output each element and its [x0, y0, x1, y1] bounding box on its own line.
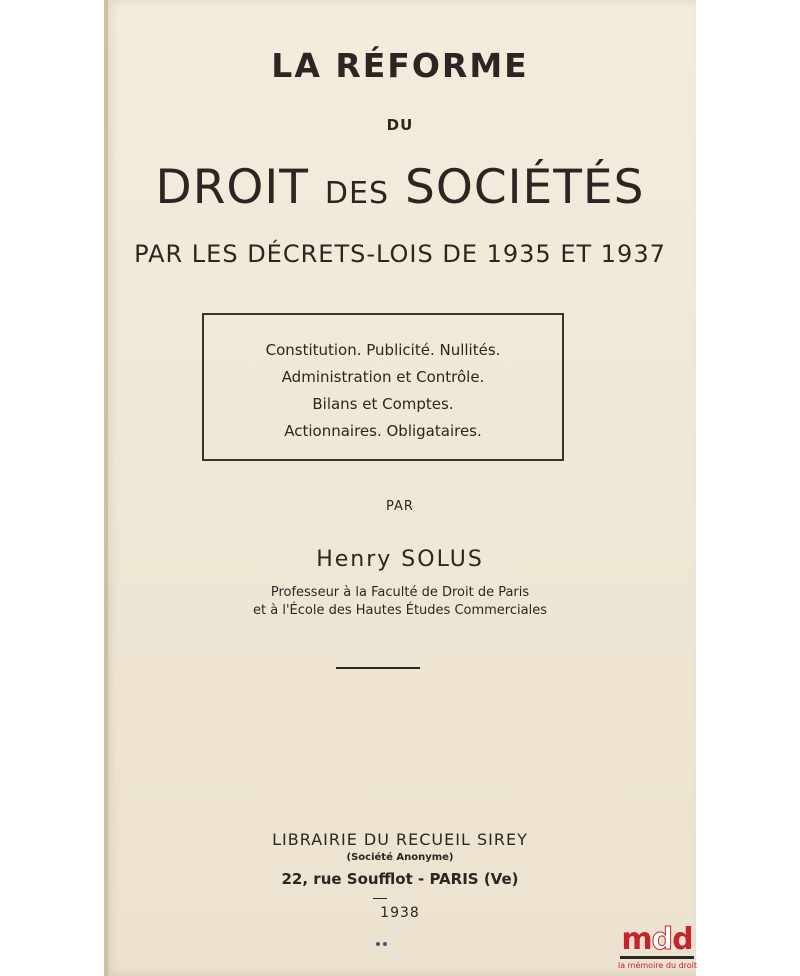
topic-line: Constitution. Publicité. Nullités.: [265, 341, 501, 359]
subtitle: PAR LES DÉCRETS-LOIS DE 1935 ET 1937: [134, 240, 666, 268]
author-affiliation-2: et à l'École des Hautes Études Commerciales: [253, 603, 547, 618]
publisher-address: 22, rue Soufflot - PARIS (Ve): [281, 870, 519, 888]
divider-rule: [336, 667, 420, 669]
mdd-logo[interactable]: [618, 924, 696, 974]
publication-year: 1938: [380, 905, 420, 921]
logo-mark: mdd: [621, 922, 693, 957]
publisher-type: (Société Anonyme): [346, 852, 454, 863]
author-affiliation-1: Professeur à la Faculté de Droit de Paris: [270, 585, 530, 600]
title-word-des: DES: [324, 176, 390, 211]
topic-line: Bilans et Comptes.: [312, 395, 454, 413]
topic-line: Administration et Contrôle.: [281, 368, 485, 386]
publisher-name: LIBRAIRIE DU RECUEIL SIREY: [272, 830, 528, 849]
by-label: PAR: [386, 499, 414, 514]
topic-line: Actionnaires. Obligataires.: [284, 422, 482, 440]
title-word-droit: DROIT: [155, 160, 309, 215]
short-divider: [373, 898, 387, 899]
title-line-1: LA RÉFORME: [271, 46, 529, 85]
topics-box: [202, 313, 564, 461]
title-line-3: [104, 160, 696, 215]
author-name: Henry SOLUS: [316, 547, 484, 572]
ink-stamp-marks: [376, 931, 390, 935]
logo-tagline: la mémoire du droit: [618, 961, 698, 970]
title-line-2: DU: [386, 116, 414, 134]
title-word-societes: SOCIÉTÉS: [404, 160, 645, 215]
